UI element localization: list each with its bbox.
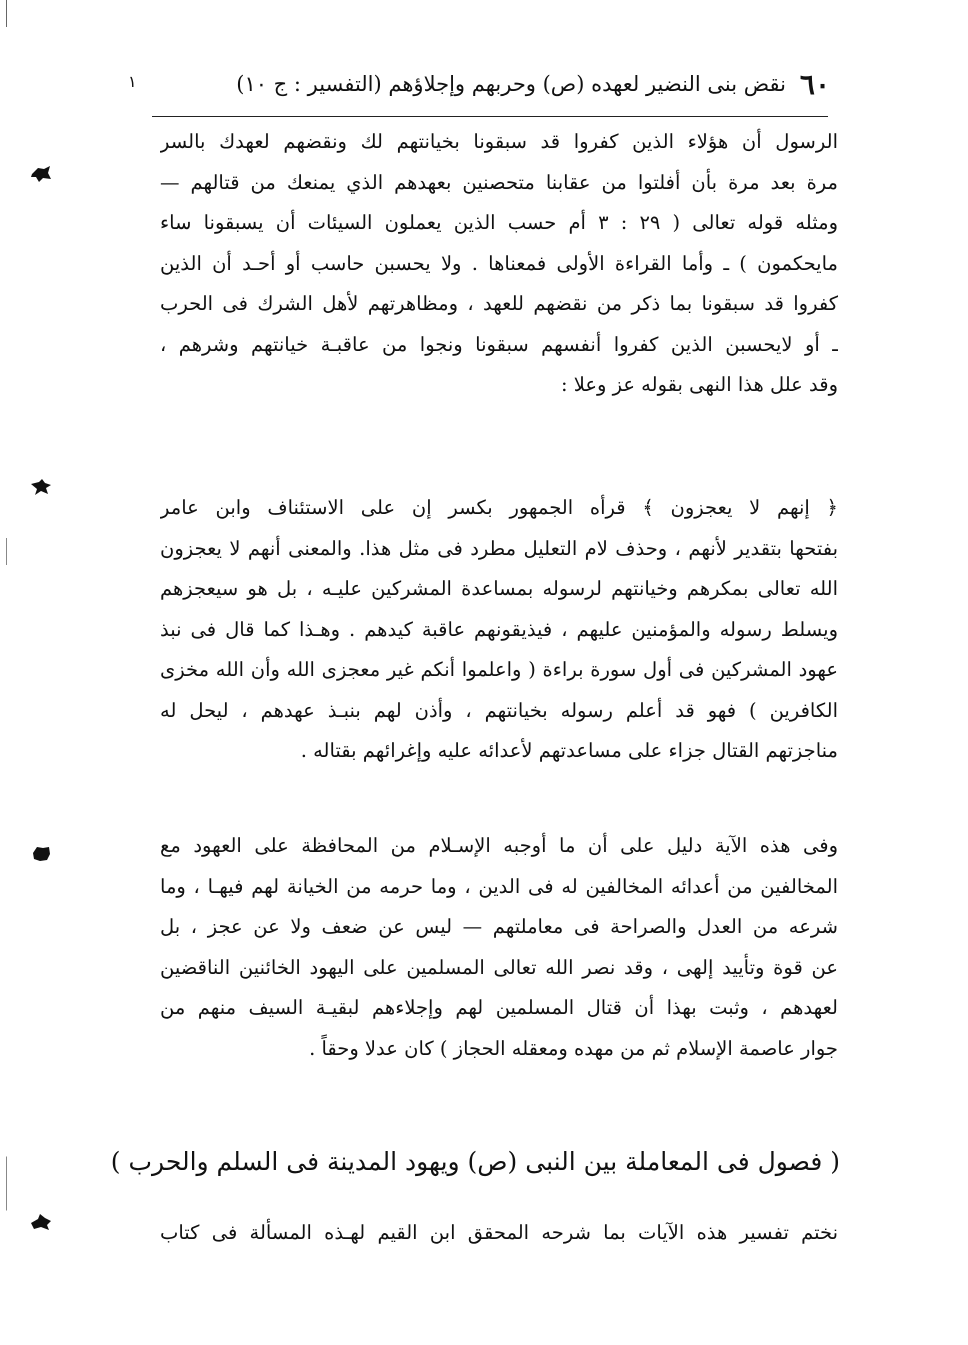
text-line: الرسول أن هؤلاء الذين كفروا قد سبقونا بخيانتهم لك ونقضهم لعهدك بالسر bbox=[160, 130, 838, 153]
text-line: ـ أو لايحسبن الذين كفروا أنفسهم سبقونا ونجوا من عاقبـة خيانتهم وشرهم ، bbox=[160, 332, 838, 356]
paragraph-3 bbox=[160, 826, 838, 1069]
running-header bbox=[128, 62, 830, 106]
text-line: الله تعالى بمكرهم وخيانتهم لرسوله بمساعدة المشركين عليـه ، بل هو سيعجزهم bbox=[160, 577, 838, 600]
text-line: مناجزتهم القتال جزاء على مساعدتهم لأعدائه عليه وإغرائهم بقتاله . bbox=[300, 739, 838, 762]
binding-hole-mark-icon bbox=[30, 845, 52, 863]
text-line: عهود المشركين فى أول سورة براءة ( واعلموا أنكم غير معجزى الله وأن الله مخزى bbox=[160, 658, 838, 681]
text-line: ويسلط رسوله والمؤمنين عليهم ، فيذيقونهم عاقبة كيدهم . وهـذا كما قال فى نبذ bbox=[160, 617, 838, 641]
text-line: شرعه من العدل والصراحة فى معاملتهم — ليس عن ضعف ولا عن عجز ، بل bbox=[160, 915, 838, 938]
paragraph-2 bbox=[160, 488, 838, 772]
binding-hole-mark-icon bbox=[30, 165, 52, 183]
text-line: الكافرين ) فهو قد أعلم رسوله بخيانتهم ، وأذن لهم بنبـذ عهدهم ، ليحل له bbox=[160, 698, 838, 722]
binding-hole-mark-icon bbox=[30, 478, 52, 496]
running-title: نقض بنى النضير لعهده (ص) وحربهم وإجلاؤهم (التفسير : ج ١٠) bbox=[236, 72, 786, 96]
text-line: نختم تفسير هذه الآيات بما شرحه المحقق ابن القيم لهـذه المسألة فى كتاب bbox=[160, 1221, 838, 1244]
text-line: مايحكمون ) ـ وأما القراءة الأولى فمعناها . ولا يحسبن حاسب أو أحـد أن الذين bbox=[160, 251, 838, 275]
text-line: المخالفين من أعدائه المخالفين له فى الدين ، وما حرمه من الخيانة لهم فيهـا ، وما bbox=[160, 874, 838, 898]
header-rule bbox=[152, 116, 828, 117]
text-line: وقد علل هذا النهى بقوله عز وعلا : bbox=[560, 373, 838, 396]
text-line: وفى هذه الآية دليل على أن ما أوجبه الإسـلام من المحافظة على العهود مع bbox=[160, 834, 838, 857]
section-heading: ( فصول فى المعاملة بين النبى (ص) ويهود المدينة فى السلم والحرب ) bbox=[110, 1147, 840, 1176]
text-line: لعهدهم ، وثبت بهذا أن قتال المسلمين لهم وإجلاءهم لبقيـة السيف منهم من bbox=[160, 996, 838, 1019]
text-line: ﴿ إنهم لا يعجزون ﴾ قرأه الجمهور بكسر إن على الاستئناف وابن عامر bbox=[160, 496, 838, 519]
text-line: جوار عاصمة الإسلام ثم من مهده ومعقله الحجاز ) كان عدلا وحقاً . bbox=[309, 1036, 838, 1060]
text-line: عن قوة وتأييد إلهى ، وقد نصر الله تعالى المسلمين على اليهود الخائنين الناقضين bbox=[160, 955, 838, 979]
closing-paragraph bbox=[160, 1213, 838, 1254]
text-line: ومثله قوله تعالى ( ٢٩ : ٣ أم حسب الذين يعملون السيئات أن يسبقونا ساء bbox=[160, 211, 838, 234]
text-line: كفروا قد سبقونا بما ذكر من نقضهم للعهد ، ومظاهرتهم لأهل الشرك فى الحرب bbox=[160, 292, 838, 315]
binding-hole-mark-icon bbox=[30, 1213, 52, 1231]
scan-edge-line bbox=[6, 0, 7, 1345]
corner-mark: ١ bbox=[128, 72, 137, 91]
text-line: بفتحها بتقدير لأنهم ، وحذف لام التعليل مطرد فى مثل هذا. والمعنى أنهم لا يعجزون bbox=[160, 536, 838, 560]
page-number: ٦٠ bbox=[799, 67, 830, 101]
paragraph-1 bbox=[160, 122, 838, 406]
text-line: مرة بعد مرة بأن أفلتوا من عقابنا متحصنين بعهدهم الذي يمنعك من قتالهم — bbox=[160, 170, 838, 194]
